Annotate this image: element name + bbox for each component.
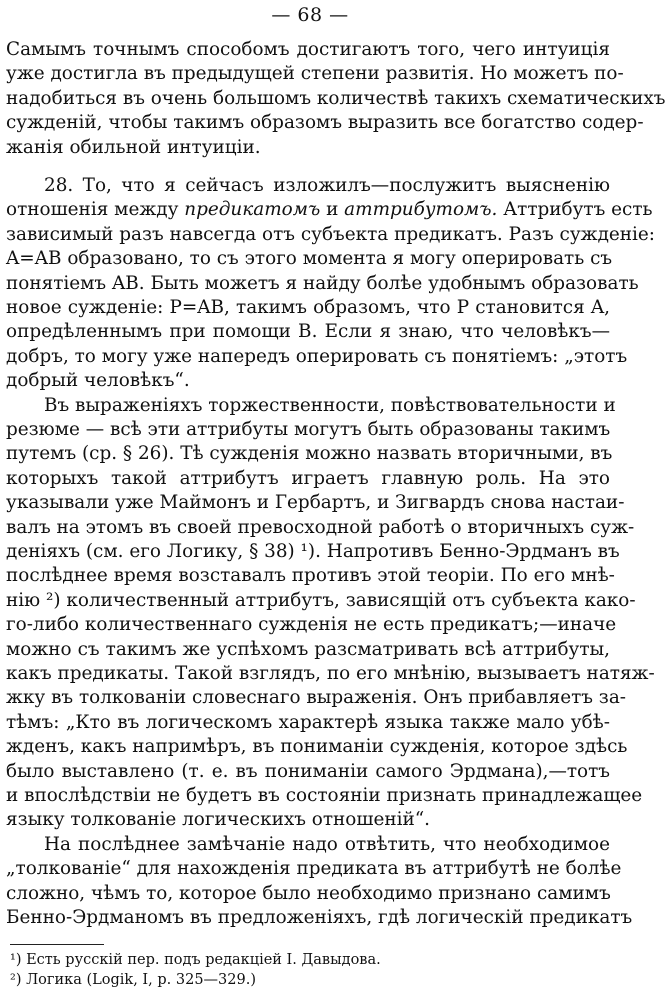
text-line: нію ²) количественный аттрибутъ, зависящій отъ субъекта како- bbox=[6, 589, 636, 611]
text-line: было выставлено (т. е. въ пониманіи самого Эрдмана),—тотъ bbox=[6, 760, 610, 782]
text-line: жку въ толкованіи словеснаго выраженія. Онъ прибавляетъ за- bbox=[6, 687, 627, 709]
text-line: деніяхъ (см. его Логику, § 38) ¹). Напротивъ Бенно-Эрдманъ въ bbox=[6, 541, 620, 562]
footnote-divider bbox=[10, 944, 104, 945]
text-line: добръ, то могу уже напередъ оперировать съ понятіемъ: „этотъ bbox=[6, 345, 628, 367]
text-line: 28. То, что я сейчасъ изложилъ—послужитъ выясненію bbox=[44, 175, 610, 196]
text-line: уже достигла въ предыдущей степени развитія. Но можетъ по- bbox=[6, 63, 624, 85]
text-line: зависимый разъ навсегда отъ субъекта предикатъ. Разъ сужденіе: bbox=[6, 223, 655, 245]
text-line: Въ выраженіяхъ торжественности, повѣствовательности и bbox=[44, 394, 616, 416]
text-line: резюме — всѣ эти аттрибуты могутъ быть образованы такимъ bbox=[6, 419, 611, 440]
text-line: „толкованіе“ для нахожденія предиката въ аттрибутѣ не болѣе bbox=[6, 858, 622, 880]
text-line: сужденій, чтобы такимъ образомъ выразить все богатство содер- bbox=[6, 112, 644, 134]
text-segment: отношенія между bbox=[6, 199, 185, 221]
text-line: можно съ такимъ же успѣхомъ разсматривать всѣ аттрибуты, bbox=[6, 638, 610, 660]
text-line: опредѣленнымъ при помощи B. Если я знаю, что человѣкъ— bbox=[6, 321, 610, 343]
text-line: На послѣднее замѣчаніе надо отвѣтить, что необходимое bbox=[44, 833, 610, 855]
italic-term: предикатомъ bbox=[184, 199, 321, 221]
text-line: го-либо количественнаго сужденія не есть предикатъ;—иначе bbox=[6, 614, 617, 636]
page-number: — 68 — bbox=[271, 4, 349, 26]
text-line: понятіемъ AB. Быть можетъ я найду болѣе удобнымъ образовать bbox=[6, 272, 639, 294]
italic-term: аттрибутомъ. bbox=[344, 199, 498, 221]
text-line: жденъ, какъ напримѣръ, въ пониманіи сужденія, которое здѣсь bbox=[6, 736, 628, 758]
footnote-1: ¹) Есть русскій пер. подъ редакціей I. Давыдова. bbox=[10, 952, 381, 968]
text-line: языку толкованіе логическихъ отношеній“. bbox=[6, 809, 430, 831]
text-line: жанія обильной интуиціи. bbox=[6, 136, 261, 158]
text-segment: и bbox=[320, 199, 345, 221]
text-line: и впослѣдствіи не будетъ въ состояніи признать принадлежащее bbox=[6, 785, 643, 806]
text-line: тѣмъ: „Кто въ логическомъ характерѣ языка также мало убѣ- bbox=[6, 711, 610, 733]
text-line: Бенно-Эрдманомъ въ предложеніяхъ, гдѣ логическій предикатъ bbox=[6, 907, 633, 928]
text-line: послѣднее время возставалъ противъ этой теоріи. По его мнѣ- bbox=[6, 565, 615, 587]
text-line: Самымъ точнымъ способомъ достигаютъ того, чего интуиція bbox=[6, 39, 610, 60]
footnote-2: ²) Логика (Logik, I, p. 325—329.) bbox=[10, 972, 256, 988]
text-line: надобиться въ очень большомъ количествѣ такихъ схематическихъ bbox=[6, 87, 665, 109]
text-line: добрый человѣкъ“. bbox=[6, 370, 190, 392]
text-line: валъ на этомъ въ своей превосходной работѣ о вторичныхъ суж- bbox=[6, 516, 635, 538]
text-line: указывали уже Маймонъ и Гербартъ, и Зигвардъ снова настаи- bbox=[6, 492, 625, 514]
text-segment: Аттрибутъ есть bbox=[497, 199, 653, 221]
text-line: путемъ (ср. § 26). Тѣ сужденія можно назвать вторичными, въ bbox=[6, 443, 613, 465]
text-line: которыхъ такой аттрибутъ играетъ главную роль. На это bbox=[6, 467, 610, 489]
text-line: новое сужденіе: P=AB, такимъ образомъ, что P становится A, bbox=[6, 297, 610, 318]
text-line: A=AB образовано, то съ этого момента я могу оперировать съ bbox=[6, 248, 613, 270]
text-line: какъ предикаты. Такой взглядъ, по его мнѣнію, вызываетъ натяж- bbox=[6, 663, 655, 684]
text-line: сложно, чѣмъ то, которое было необходимо признано самимъ bbox=[6, 882, 611, 904]
text-line-with-italics bbox=[6, 198, 653, 222]
